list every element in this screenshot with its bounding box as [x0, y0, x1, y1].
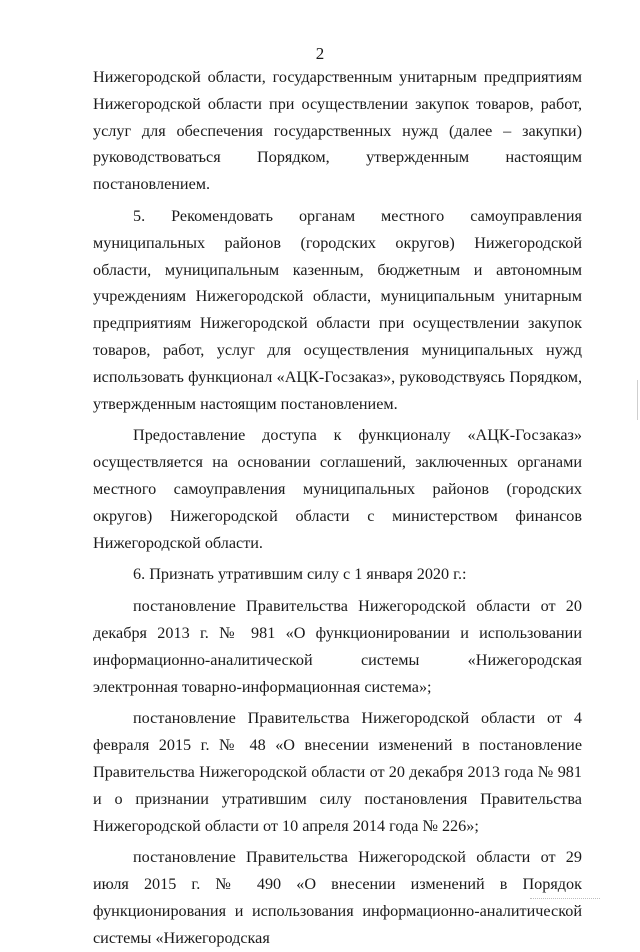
scan-artifact-bottom	[530, 897, 600, 899]
paragraph-item-6: 6. Признать утратившим силу с 1 января 2020 г.:	[133, 565, 467, 584]
paragraph-repeal-3: постановление Правительства Нижегородской области от 29 июля 2015 г. № 490 «О внесении изменений в Порядок функционирования и использования информационно-аналитической системы «Нижегородская	[93, 848, 582, 947]
scan-artifact	[637, 380, 638, 420]
paragraph-continuation: Нижегородской области, государственным унитарным предприятиям Нижегородской области при осуществлении закупок товаров, работ, услуг для обеспечения государственных нужд (далее – закупки) руководствоваться Порядком, утвержденным настоящим постановлением.	[93, 68, 582, 194]
paragraph-access: Предоставление доступа к функционалу «АЦК-Госзаказ» осуществляется на основании соглашений, заключенных органами местного самоуправления муниципальных районов (городских округов) Нижегородской области с министерством финансов Нижегородской области.	[93, 426, 582, 552]
paragraph-repeal-2: постановление Правительства Нижегородской области от 4 февраля 2015 г. № 48 «О внесении изменений в постановление Правительства Нижегородской области от 20 декабря 2013 года № 981 и о признании утратившим силу постановления Правительства Нижегородской области от 10 апреля 2014 года № 226»;	[93, 709, 582, 835]
page-number: 2	[315, 44, 325, 63]
document-body	[93, 64, 582, 952]
paragraph-repeal-1: постановление Правительства Нижегородской области от 20 декабря 2013 г. № 981 «О функционировании и использовании информационно-аналитической системы «Нижегородская электронная товарно-информационная система»;	[93, 597, 582, 696]
paragraph-item-5: 5. Рекомендовать органам местного самоуправления муниципальных районов (городских округов) Нижегородской области, муниципальным казенным, бюджетным и автономным учреждениям Нижегородской области, муниципальным унитарным предприятиям Нижегородской области при осуществлении закупок товаров, работ, услуг для осуществления муниципальных нужд использовать функционал «АЦК-Госзаказ», руководствуясь Порядком, утвержденным настоящим постановлением.	[93, 206, 582, 413]
